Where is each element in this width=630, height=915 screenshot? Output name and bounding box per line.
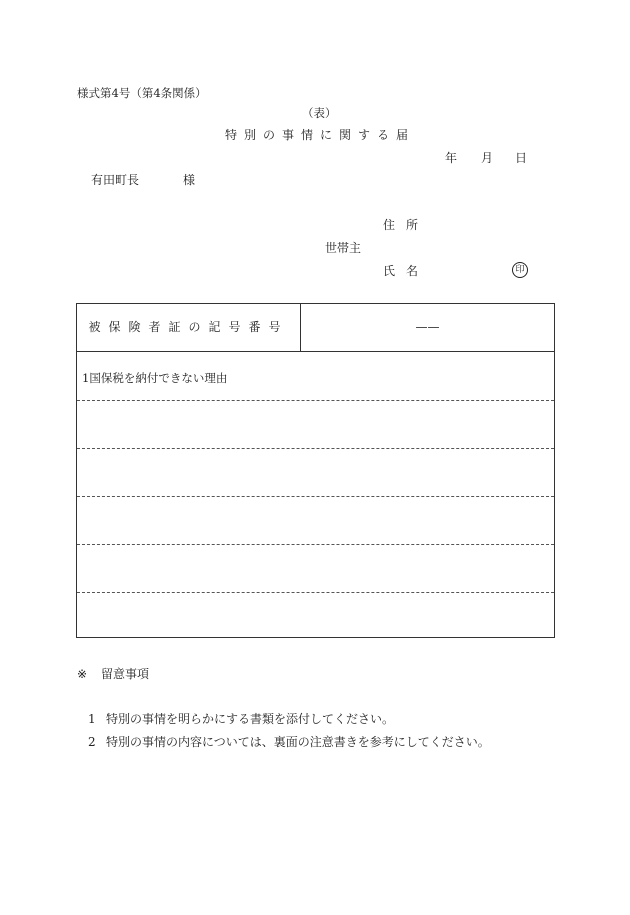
insurance-number-label: 被保険者証の記号番号 — [77, 304, 301, 351]
reason-line — [77, 544, 554, 545]
reason-line — [77, 592, 554, 593]
side-label: （表） — [302, 106, 337, 120]
notes-mark: ※ — [77, 667, 88, 681]
address-label: 住所 — [383, 218, 430, 232]
note-text: 特別の事情を明らかにする書類を添付してください。 — [106, 712, 395, 726]
name-label: 氏名 — [383, 264, 430, 278]
note-text: 特別の事情の内容については、裏面の注意書きを参考にしてください。 — [106, 735, 490, 749]
seal-icon: 印 — [512, 262, 528, 278]
reason-line — [77, 400, 554, 401]
notes-title: 留意事項 — [101, 667, 150, 681]
declaration-table — [76, 303, 555, 638]
note-number: 1 — [88, 712, 96, 726]
insurance-number-row — [77, 304, 554, 352]
document-title: 特別の事情に関する届 — [225, 128, 416, 142]
addressee-honorific: 様 — [183, 173, 196, 187]
insurance-number-field[interactable]: —— — [415, 320, 440, 334]
date-month-label: 月 — [481, 151, 494, 165]
reason-line — [77, 496, 554, 497]
household-head-label: 世帯主 — [325, 241, 362, 255]
form-number: 様式第4号（第4条関係） — [77, 86, 207, 100]
date-day-label: 日 — [515, 151, 528, 165]
reason-line — [77, 448, 554, 449]
date-year-label: 年 — [445, 151, 458, 165]
reason-label: 1国保税を納付できない理由 — [82, 371, 228, 385]
note-number: 2 — [88, 735, 96, 749]
addressee-name: 有田町長 — [91, 173, 140, 187]
